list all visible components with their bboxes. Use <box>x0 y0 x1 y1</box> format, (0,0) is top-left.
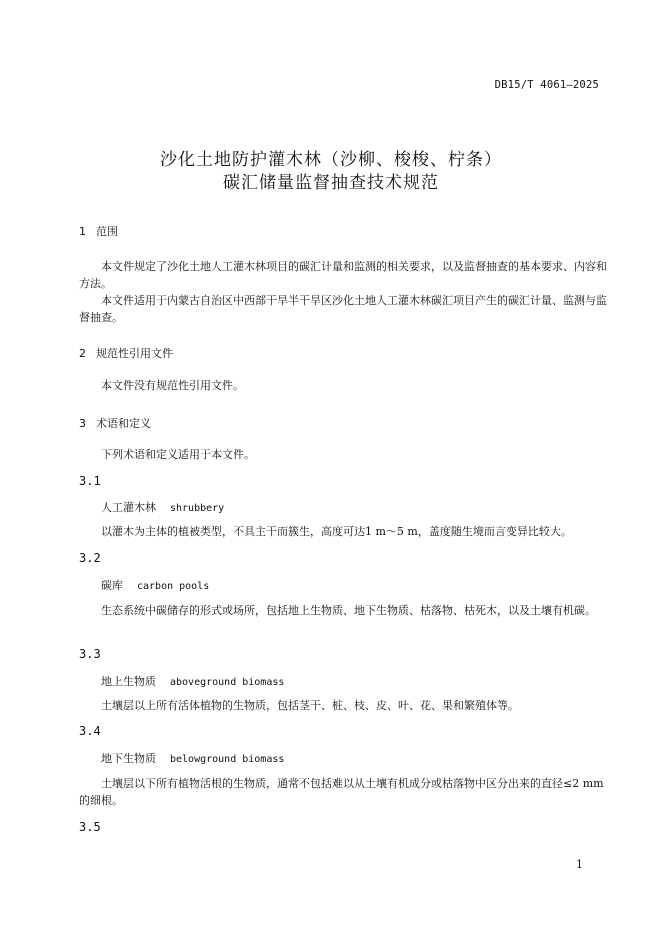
paragraph: 下列术语和定义适用于本文件。 <box>101 448 255 461</box>
term-zh: 人工灌木林 <box>101 501 156 514</box>
section-heading-scope <box>79 223 118 239</box>
term-definition: 生态系统中碳储存的形式或场所，包括地上生物质、地下生物质、枯落物、枯死木，以及土壤有机碳。 <box>101 604 596 617</box>
standard-code: DB15/T 4061—2025 <box>494 79 599 91</box>
section-number: 2 <box>79 347 86 360</box>
term-en: shrubbery <box>170 503 225 514</box>
term-zh: 地下生物质 <box>101 752 156 765</box>
term-entry <box>101 499 224 515</box>
term-entry <box>101 577 209 593</box>
term-en: aboveground biomass <box>170 677 285 688</box>
document-title-line-1: 沙化土地防护灌木林（沙柳、梭梭、柠条） <box>160 150 502 170</box>
term-definition: 土壤层以上所有活体植物的生物质，包括茎干、桩、枝、皮、叶、花、果和繁殖体等。 <box>101 699 519 712</box>
section-title: 范围 <box>96 225 118 238</box>
term-number: 3.3 <box>79 647 101 661</box>
term-en: belowground biomass <box>170 754 285 765</box>
term-definition: 以灌木为主体的植被类型，不具主干而簇生，高度可达1 m～5 m，盖度随生境而言变异比较大。 <box>101 525 572 538</box>
section-number: 1 <box>79 225 86 238</box>
term-number: 3.1 <box>79 474 101 488</box>
term-entry <box>101 673 284 689</box>
term-number: 3.2 <box>79 551 101 565</box>
term-entry <box>101 750 284 766</box>
section-number: 3 <box>79 417 86 430</box>
section-heading-terms-definitions <box>79 415 151 431</box>
term-zh: 碳库 <box>101 579 123 592</box>
term-definition: 土壤层以下所有植物活根的生物质，通常不包括难以从土壤有机成分或枯落物中区分出来的直径≤2 mm的细根。 <box>79 777 604 807</box>
paragraph: 本文件没有规范性引用文件。 <box>101 379 244 392</box>
section-title: 术语和定义 <box>96 417 151 430</box>
term-en: carbon pools <box>137 581 210 592</box>
section-heading-normative-references <box>79 345 173 361</box>
page-number: 1 <box>576 858 583 871</box>
term-zh: 地上生物质 <box>101 675 156 688</box>
document-title-line-2: 碳汇储量监督抽查技术规范 <box>223 173 439 193</box>
section-title: 规范性引用文件 <box>96 347 173 360</box>
paragraph: 本文件适用于内蒙古自治区中西部干旱半干旱区沙化土地人工灌木林碳汇项目产生的碳汇计量、监测与监督抽查。 <box>79 294 607 324</box>
term-number: 3.5 <box>79 820 101 834</box>
term-number: 3.4 <box>79 724 101 738</box>
paragraph: 本文件规定了沙化土地人工灌木林项目的碳汇计量和监测的相关要求，以及监督抽查的基本要求、内容和方法。 <box>79 260 607 290</box>
